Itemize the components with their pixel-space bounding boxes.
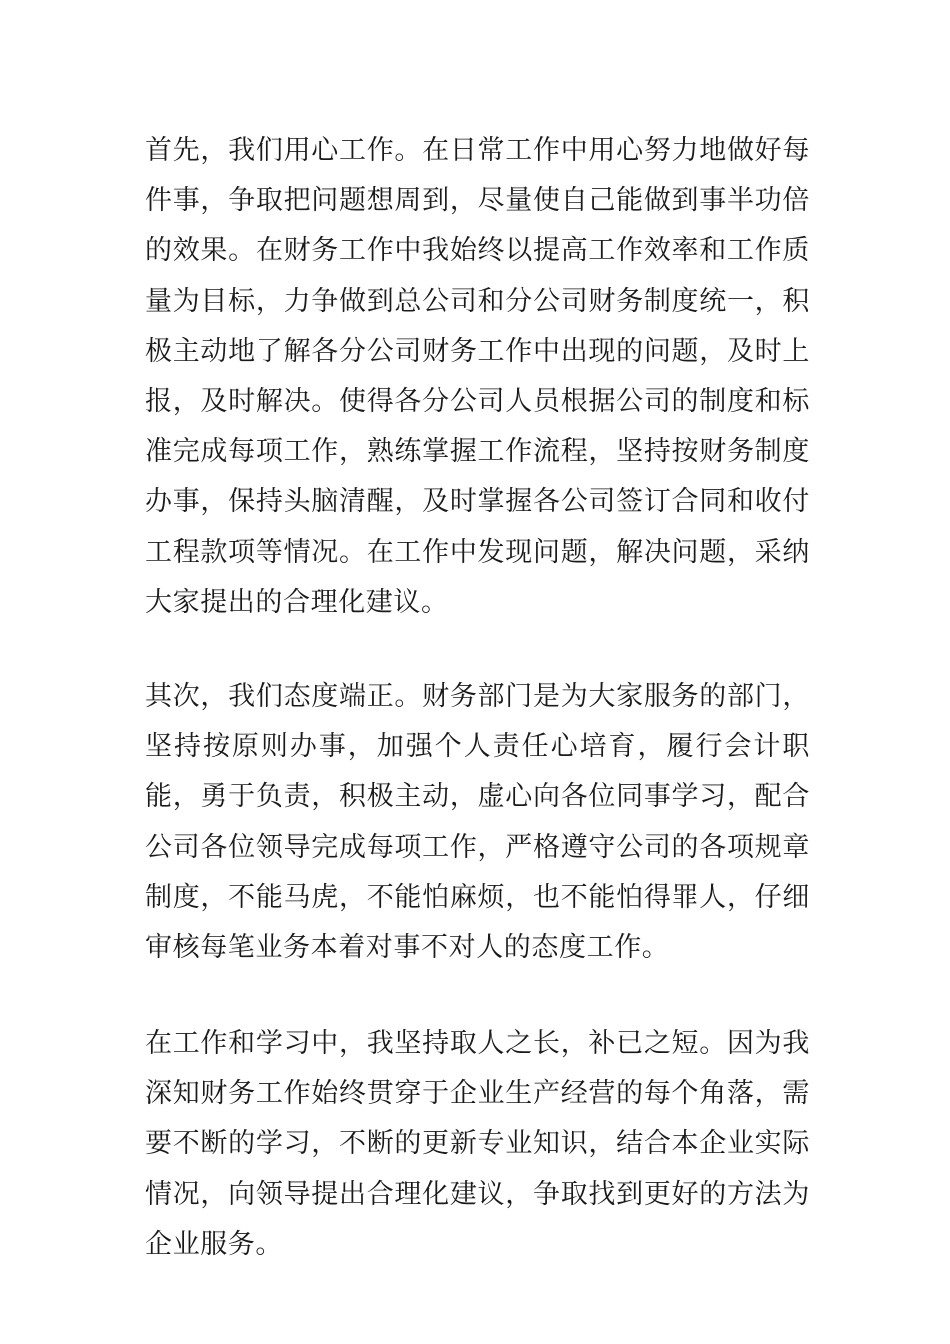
paragraph-continuous-learning: 在工作和学习中，我坚持取人之长，补已之短。因为我深知财务工作始终贯穿于企业生产经营的每个角落，需要不断的学习，不断的更新专业知识，结合本企业实际情况，向领导提出合理化建议，争取找到更好的方法为企业服务。: [145, 1028, 810, 1260]
paragraph-proper-attitude: 其次，我们态度端正。财务部门是为大家服务的部门，坚持按原则办事，加强个人责任心培育，履行会计职能，勇于负责，积极主动，虚心向各位同事学习，配合公司各位领导完成每项工作，严格遵守公司的各项规章制度，不能马虎，不能怕麻烦，也不能怕得罪人，仔细审核每笔业务本着对事不对人的态度工作。: [145, 681, 810, 964]
paragraph-attentive-work: 首先，我们用心工作。在日常工作中用心努力地做好每件事，争取把问题想周到，尽量使自己能做到事半功倍的效果。在财务工作中我始终以提高工作效率和工作质量为目标，力争做到总公司和分公司财务制度统一，积极主动地了解各分公司财务工作中出现的问题，及时上报，及时解决。使得各分公司人员根据公司的制度和标准完成每项工作，熟练掌握工作流程，坚持按财务制度办事，保持头脑清醒，及时掌握各公司签订合同和收付工程款项等情况。在工作中发现问题，解决问题，采纳大家提出的合理化建议。: [145, 135, 810, 618]
